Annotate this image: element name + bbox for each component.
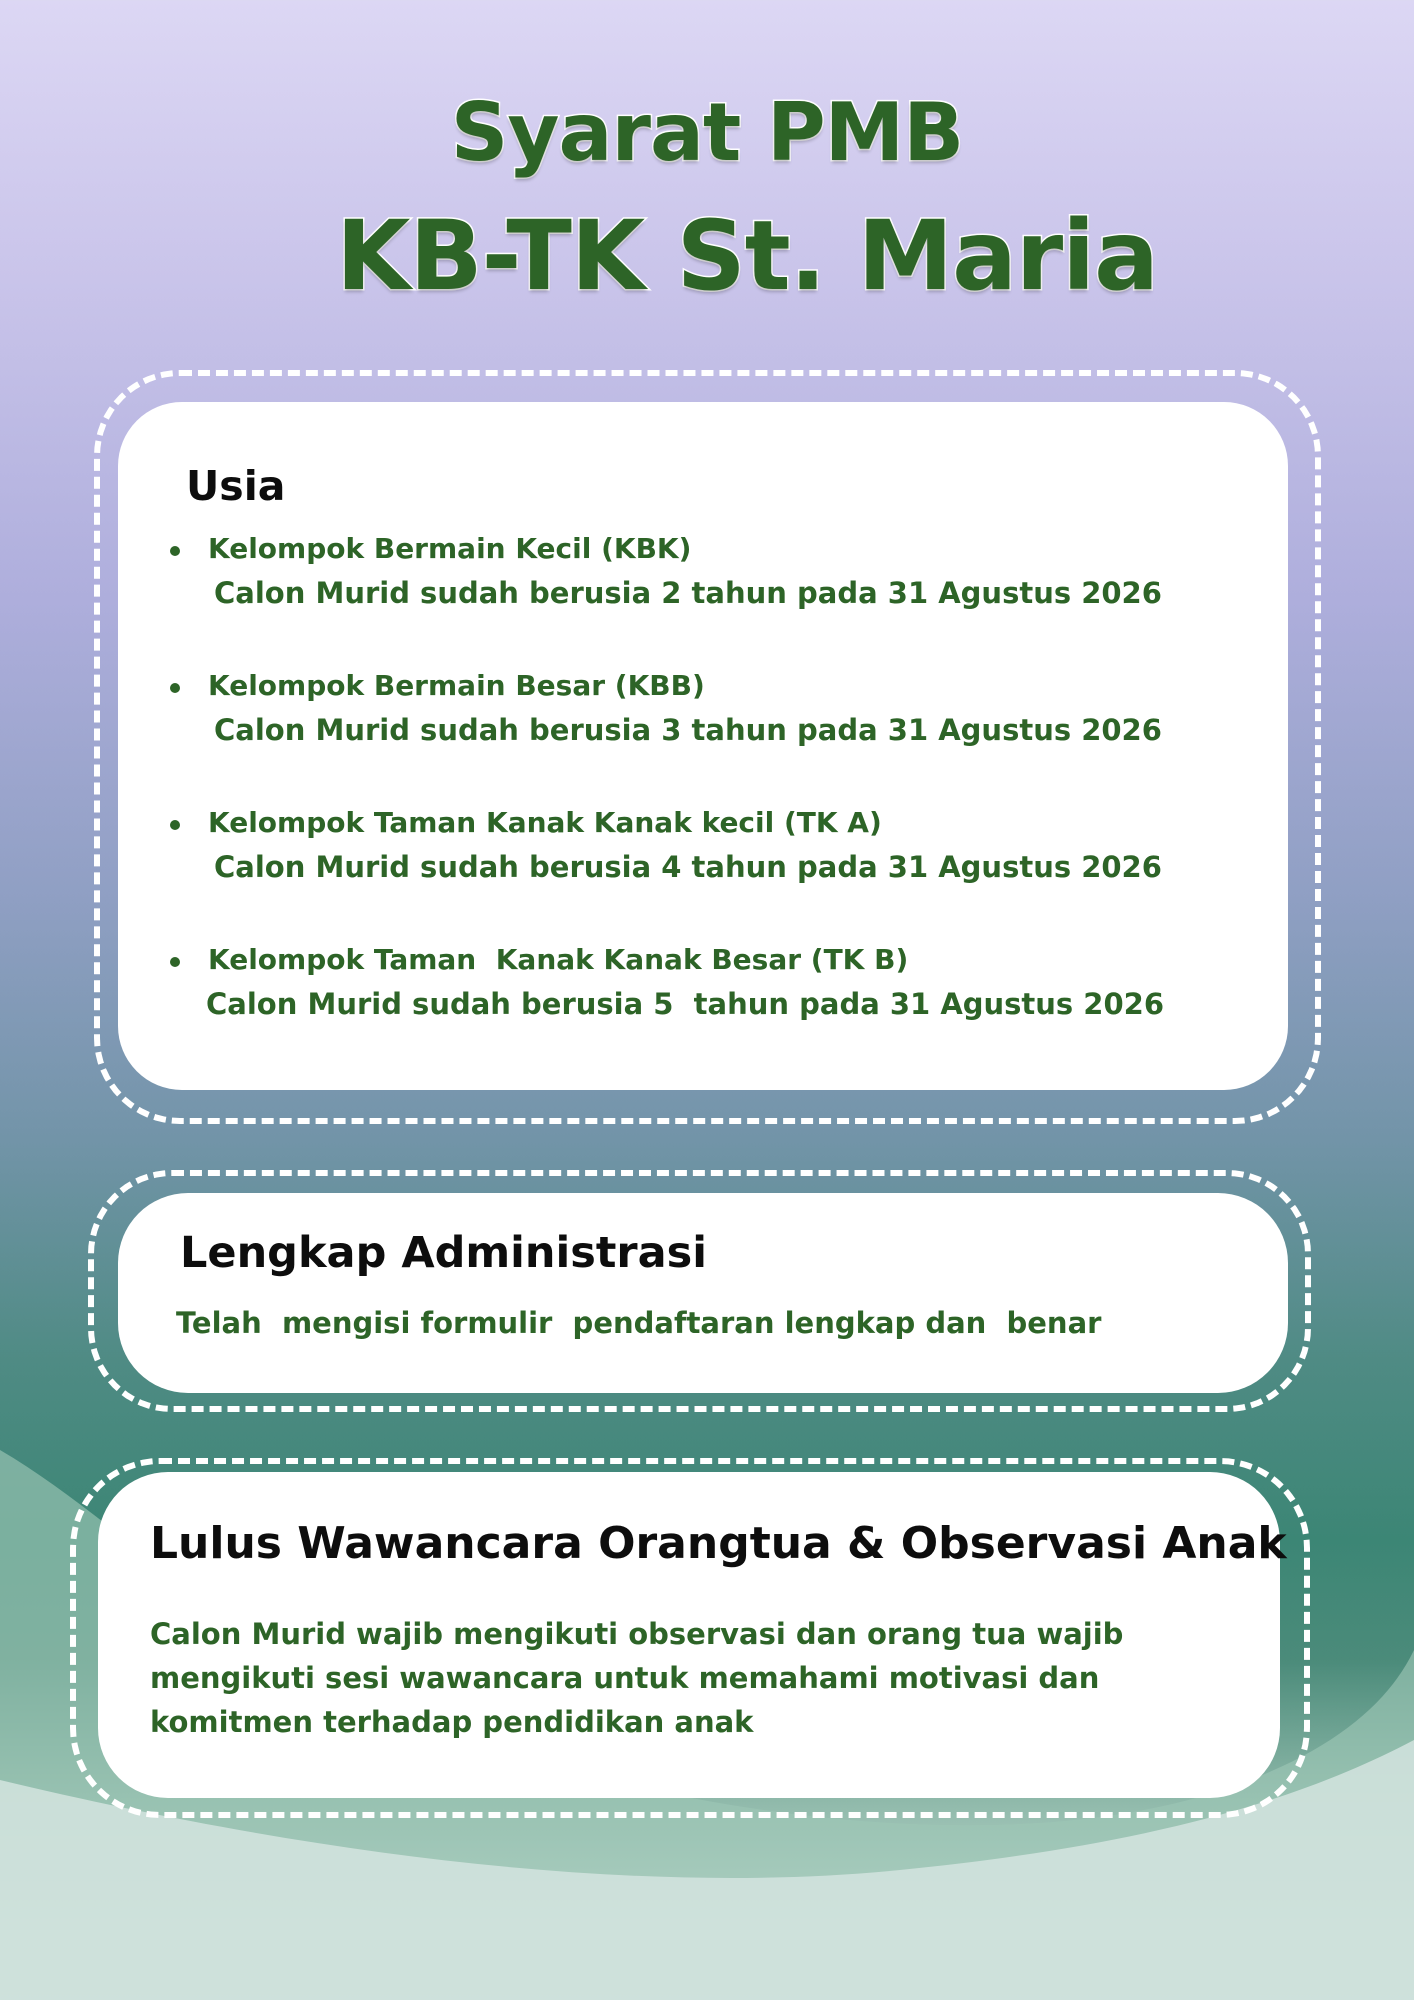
bullet-icon [170,957,180,967]
bullet-icon [170,683,180,693]
admin-text: Telah mengisi formulir pendaftaran lengkap dan benar [176,1306,1102,1340]
page-title: Syarat PMB [450,86,964,179]
group-name: Kelompok Taman Kanak Kanak Besar (TK B) [208,943,909,976]
list-item [168,806,1268,949]
admin-card [118,1193,1288,1393]
age-requirement: Calon Murid sudah berusia 3 tahun pada 31 Agustus 2026 [214,713,1162,747]
list-item [168,943,1268,1086]
group-name: Kelompok Bermain Kecil (KBK) [208,532,692,565]
age-requirements-list [168,532,1268,1086]
age-requirement: Calon Murid sudah berusia 5 tahun pada 31 Agustus 2026 [206,987,1165,1021]
list-item [168,669,1268,812]
bullet-icon [170,546,180,556]
age-requirement: Calon Murid sudah berusia 2 tahun pada 31 Agustus 2026 [214,576,1162,610]
interview-heading: Lulus Wawancara Orangtua & Observasi Anak [150,1518,1287,1569]
school-name: KB-TK St. Maria [336,200,1158,312]
admin-heading: Lengkap Administrasi [180,1228,707,1278]
usia-heading: Usia [186,462,286,510]
group-name: Kelompok Bermain Besar (KBB) [208,669,705,702]
list-item [168,532,1268,675]
interview-text: Calon Murid wajib mengikuti observasi dan orang tua wajib mengikuti sesi wawancara untuk memahami motivasi dan komitmen terhadap pendidikan anak [150,1617,1124,1739]
bullet-icon [170,820,180,830]
group-name: Kelompok Taman Kanak Kanak kecil (TK A) [208,806,882,839]
age-requirement: Calon Murid sudah berusia 4 tahun pada 31 Agustus 2026 [214,850,1162,884]
